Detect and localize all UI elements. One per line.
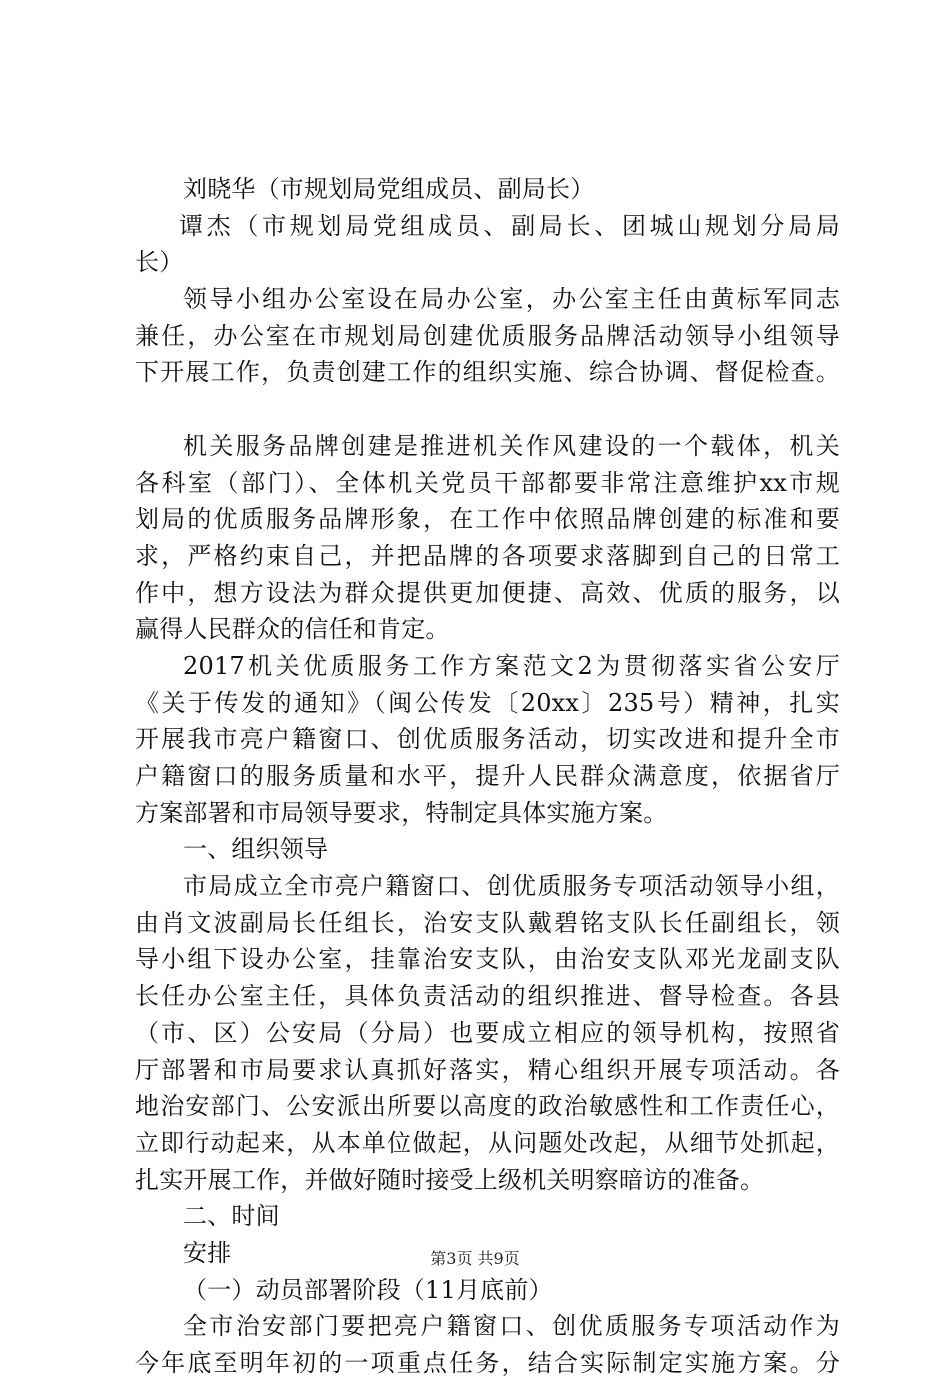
paragraph-line: 各科室（部门）、全体机关党员干部都要非常注意维护xx市规: [135, 468, 840, 497]
section-heading: 一、组织领导: [183, 835, 329, 864]
paragraph-line: 谭杰（市规划局党组成员、副局长、团城山规划分局局: [179, 211, 840, 240]
paragraph-line: 扎实开展工作，并做好随时接受上级机关明察暗访的准备。: [135, 1165, 765, 1194]
paragraph-line: 导小组下设办公室，挂靠治安支队，由治安支队邓光龙副支队: [135, 945, 840, 974]
paragraph-line: 今年底至明年初的一项重点任务，结合实际制定实施方案。分: [135, 1349, 840, 1377]
paragraph-line: 长任办公室主任，具体负责活动的组织推进、督导检查。各县: [135, 982, 840, 1011]
document-body: [135, 171, 840, 1382]
paragraph-line: 兼任，办公室在市规划局创建优质服务品牌活动领导小组领导: [135, 321, 840, 350]
section-heading-continued: 安排: [183, 1238, 232, 1267]
section-heading: 二、时间: [183, 1202, 280, 1231]
page-footer: 第3页 共9页: [430, 1249, 520, 1268]
paragraph-line: 作中，想方设法为群众提供更加便捷、高效、优质的服务，以: [135, 578, 840, 607]
paragraph-line: 开展我市亮户籍窗口、创优质服务活动，切实改进和提升全市: [135, 725, 840, 754]
paragraph-line: 厅部署和市局要求认真抓好落实，精心组织开展专项活动。各: [135, 1055, 840, 1084]
paragraph-line: 划局的优质服务品牌形象，在工作中依照品牌创建的标准和要: [135, 505, 840, 534]
paragraph-line: 长）: [135, 248, 184, 277]
paragraph-line: 市局成立全市亮户籍窗口、创优质服务专项活动领导小组，: [183, 872, 840, 901]
paragraph-line: 2017机关优质服务工作方案范文2为贯彻落实省公安厅: [183, 651, 840, 680]
paragraph-line: 户籍窗口的服务质量和水平，提升人民群众满意度，依据省厅: [135, 762, 840, 790]
paragraph-line: 赢得人民群众的信任和肯定。: [135, 615, 450, 644]
paragraph-line: （市、区）公安局（分局）也要成立相应的领导机构，按照省: [135, 1018, 840, 1047]
paragraph-line: 下开展工作，负责创建工作的组织实施、综合协调、督促检查。: [135, 358, 840, 387]
paragraph-line: 方案部署和市局领导要求，特制定具体实施方案。: [135, 798, 668, 827]
paragraph-line: 求，严格约束自己，并把品牌的各项要求落脚到自己的日常工: [135, 541, 840, 570]
subsection-heading: （一）动员部署阶段（11月底前）: [183, 1275, 553, 1304]
paragraph-line: 立即行动起来，从本单位做起，从问题处改起，从细节处抓起，: [135, 1128, 840, 1157]
paragraph-line: 地治安部门、公安派出所要以高度的政治敏感性和工作责任心，: [135, 1092, 840, 1121]
paragraph-line: 机关服务品牌创建是推进机关作风建设的一个载体，机关: [183, 431, 840, 460]
paragraph-line: 由肖文波副局长任组长，治安支队戴碧铭支队长任副组长，领: [135, 908, 840, 937]
paragraph-line: 领导小组办公室设在局办公室，办公室主任由黄标军同志: [183, 285, 840, 314]
blank-line: [135, 391, 840, 428]
paragraph-line: 刘晓华（市规划局党组成员、副局长）: [183, 175, 595, 203]
paragraph-line: 全市治安部门要把亮户籍窗口、创优质服务专项活动作为: [183, 1312, 840, 1341]
paragraph-line: 《关于传发的通知》（闽公传发〔20xx〕235号）精神，扎实: [135, 688, 840, 717]
